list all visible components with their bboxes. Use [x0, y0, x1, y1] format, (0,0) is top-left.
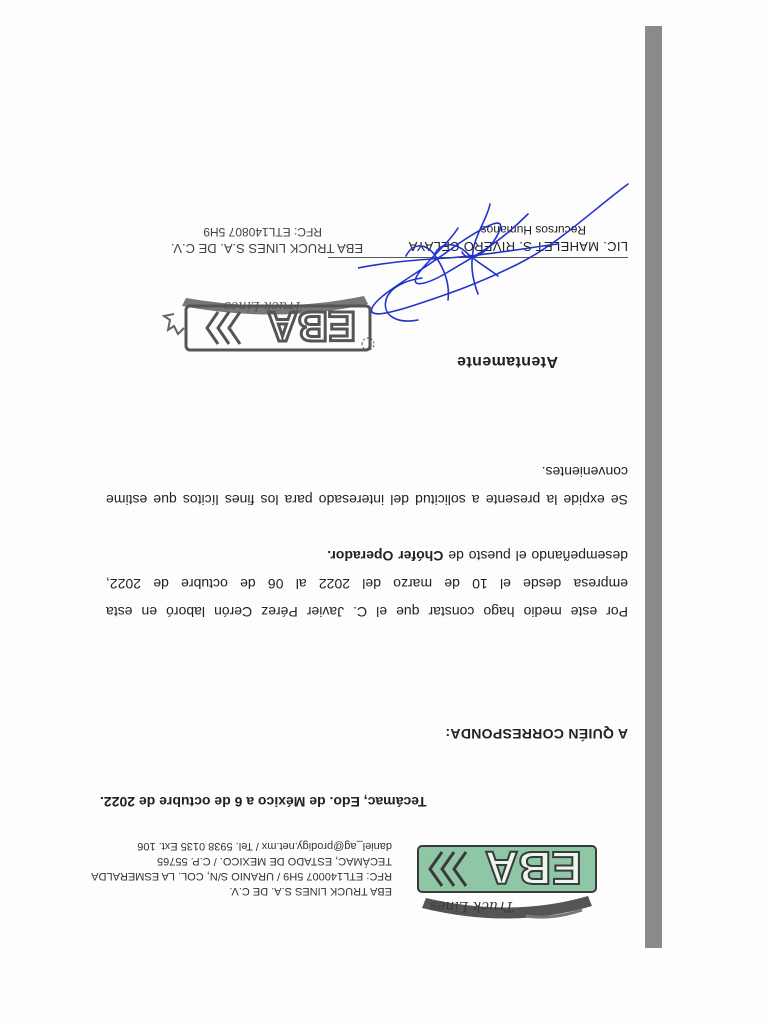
body-paragraph-1-text: Por este medio hago constar que el C. Javier Pérez Cerón laboró en esta empresa desde el 10 de marzo del 2022 al 06 de octubre de 2022, desempeñando el puesto de: [106, 548, 628, 620]
salutation: A QUIÉN CORRESPONDA:: [445, 726, 628, 742]
company-name: EBA TRUCK LINES S.A. DE C.V.: [229, 885, 392, 897]
body-paragraph-2: Se expide la presente a solicitud del interesado para los fines lícitos que estime convenientes.: [106, 464, 628, 508]
date-line: Tecámac, Edo. de México a 6 de octubre de 2022.: [100, 794, 427, 810]
company-address-line1: RFC: ETL140007 5H9 / URANIO S/N, COL. LA ESMERALDA: [91, 870, 392, 882]
handwritten-signature: [358, 164, 648, 364]
stamp-company: EBA TRUCK LINES S.A. DE C.V.: [170, 241, 364, 256]
letterhead-company-info: [52, 838, 392, 898]
logo-text: EBA: [484, 842, 582, 894]
closing: Atentamente: [456, 353, 558, 370]
body-paragraph-1: [106, 542, 628, 626]
stamp-logo-text: EBA: [267, 303, 356, 350]
job-title: Chófer Operador.: [327, 548, 444, 564]
signer-department: Recursos Humanos: [480, 223, 586, 237]
company-logo: [402, 838, 622, 938]
stamp-logo-script: Truck Lines: [223, 298, 302, 313]
company-address-line2: TECÁMAC, ESTADO DE MEXICO. / C.P. 55765: [157, 855, 392, 867]
stamp-rfc: RFC: ETL140807 5H9: [203, 225, 322, 239]
stamp-text: [152, 224, 382, 256]
company-contact-line: daniel_ag@prodigy.net.mx / Tel. 5938 0135 Ext. 106: [137, 840, 392, 852]
signer-name: LIC. MAHELET S. RIVERO CELAYA: [408, 239, 628, 254]
logo-script: Truck Lines: [429, 898, 514, 914]
